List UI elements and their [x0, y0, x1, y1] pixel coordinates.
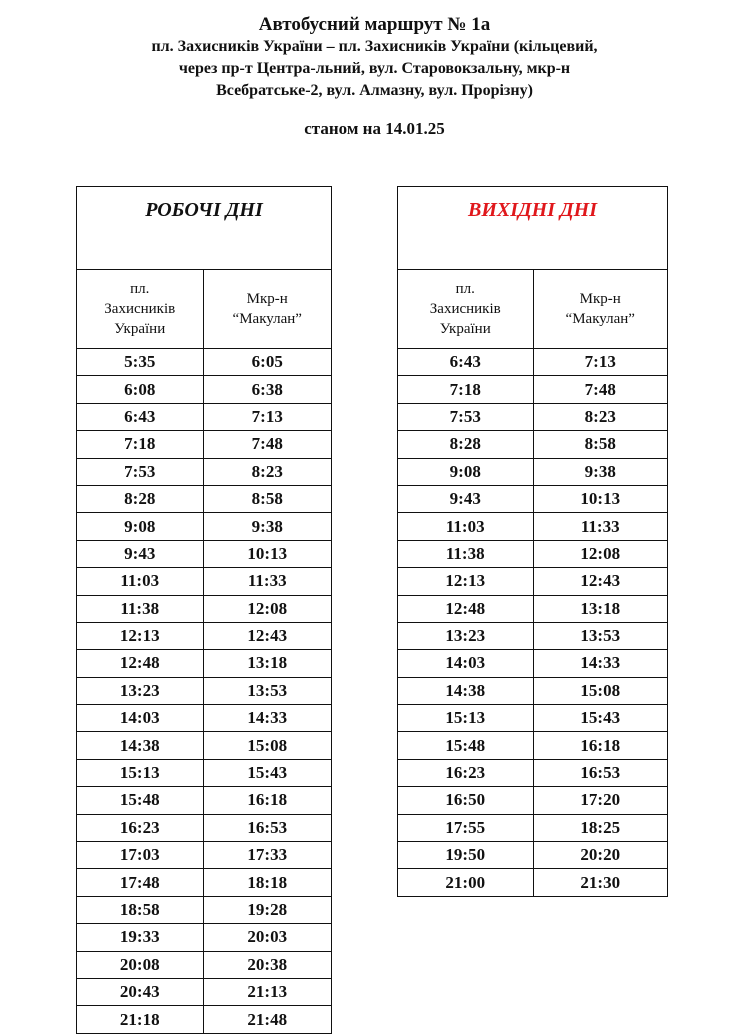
- header-line: України: [114, 321, 166, 337]
- weekend-col-start-header: [398, 270, 534, 349]
- weekend-col-end-header: [533, 270, 668, 349]
- arrival-time: 8:23: [533, 403, 668, 430]
- table-row: [398, 431, 668, 458]
- table-row: [398, 485, 668, 512]
- departure-time: 7:53: [398, 403, 534, 430]
- departure-time: 9:43: [398, 485, 534, 512]
- table-row: [77, 458, 332, 485]
- departure-time: 6:43: [398, 349, 534, 376]
- arrival-time: 7:48: [203, 431, 332, 458]
- departure-time: 8:28: [77, 485, 204, 512]
- header-line: пл.: [455, 281, 475, 297]
- arrival-time: 13:53: [533, 622, 668, 649]
- table-row: [398, 540, 668, 567]
- departure-time: 20:43: [77, 978, 204, 1005]
- departure-time: 15:13: [398, 705, 534, 732]
- arrival-time: 21:30: [533, 869, 668, 896]
- departure-time: 16:23: [398, 759, 534, 786]
- table-row: [77, 403, 332, 430]
- departure-time: 11:38: [398, 540, 534, 567]
- header-line: Захисників: [104, 301, 176, 317]
- departure-time: 11:38: [77, 595, 204, 622]
- arrival-time: 15:08: [533, 677, 668, 704]
- arrival-time: 9:38: [203, 513, 332, 540]
- arrival-time: 21:48: [203, 1006, 332, 1033]
- arrival-time: 14:33: [203, 705, 332, 732]
- table-row: [77, 568, 332, 595]
- table-row: [398, 622, 668, 649]
- departure-time: 12:48: [77, 650, 204, 677]
- table-row: [77, 677, 332, 704]
- arrival-time: 8:23: [203, 458, 332, 485]
- table-row: [77, 759, 332, 786]
- table-row: [77, 869, 332, 896]
- header-line: пл.: [130, 281, 150, 297]
- arrival-time: 11:33: [533, 513, 668, 540]
- departure-time: 12:48: [398, 595, 534, 622]
- header-line: “Макулан”: [232, 311, 302, 327]
- arrival-time: 10:13: [203, 540, 332, 567]
- departure-time: 12:13: [398, 568, 534, 595]
- arrival-time: 12:08: [533, 540, 668, 567]
- arrival-time: 16:18: [533, 732, 668, 759]
- table-row: [398, 759, 668, 786]
- table-row: [398, 376, 668, 403]
- arrival-time: 11:33: [203, 568, 332, 595]
- table-row: [398, 705, 668, 732]
- table-row: [77, 513, 332, 540]
- departure-time: 15:13: [77, 759, 204, 786]
- header-line: України: [439, 321, 491, 337]
- departure-time: 14:38: [77, 732, 204, 759]
- table-row: [77, 896, 332, 923]
- departure-time: 19:33: [77, 924, 204, 951]
- table-row: [398, 403, 668, 430]
- departure-time: 7:18: [398, 376, 534, 403]
- table-row: [398, 568, 668, 595]
- departure-time: 13:23: [398, 622, 534, 649]
- table-row: [77, 595, 332, 622]
- weekend-caption: ВИХІДНІ ДНІ: [398, 187, 668, 270]
- table-row: [77, 814, 332, 841]
- arrival-time: 6:38: [203, 376, 332, 403]
- table-row: [398, 595, 668, 622]
- departure-time: 6:08: [77, 376, 204, 403]
- route-description-line-1: пл. Захисників України – пл. Захисників України (кільцевий,: [151, 38, 598, 55]
- arrival-time: 17:33: [203, 842, 332, 869]
- arrival-time: 20:20: [533, 842, 668, 869]
- weekday-col-start-header: [77, 270, 204, 349]
- table-row: [398, 650, 668, 677]
- departure-time: 8:28: [398, 431, 534, 458]
- arrival-time: 8:58: [533, 431, 668, 458]
- table-row: [77, 842, 332, 869]
- departure-time: 11:03: [77, 568, 204, 595]
- departure-time: 7:53: [77, 458, 204, 485]
- weekday-col-end-header: [203, 270, 332, 349]
- departure-time: 15:48: [77, 787, 204, 814]
- arrival-time: 18:25: [533, 814, 668, 841]
- table-row: [77, 622, 332, 649]
- arrival-time: 9:38: [533, 458, 668, 485]
- weekend-rows: [398, 349, 668, 897]
- table-row: [77, 540, 332, 567]
- departure-time: 14:03: [77, 705, 204, 732]
- arrival-time: 14:33: [533, 650, 668, 677]
- document-header: [0, 14, 749, 140]
- departure-time: 19:50: [398, 842, 534, 869]
- weekday-caption: РОБОЧІ ДНІ: [77, 187, 332, 270]
- table-row: [398, 814, 668, 841]
- table-row: [398, 732, 668, 759]
- weekday-rows: [77, 349, 332, 1034]
- table-row: [77, 349, 332, 376]
- arrival-time: 13:53: [203, 677, 332, 704]
- arrival-time: 12:43: [203, 622, 332, 649]
- departure-time: 14:38: [398, 677, 534, 704]
- table-row: [77, 732, 332, 759]
- status-date: станом на 14.01.25: [304, 119, 445, 138]
- arrival-time: 16:53: [203, 814, 332, 841]
- arrival-time: 16:18: [203, 787, 332, 814]
- table-row: [77, 485, 332, 512]
- table-row: [398, 842, 668, 869]
- table-row: [77, 978, 332, 1005]
- departure-time: 20:08: [77, 951, 204, 978]
- departure-time: 13:23: [77, 677, 204, 704]
- departure-time: 17:55: [398, 814, 534, 841]
- arrival-time: 15:43: [533, 705, 668, 732]
- arrival-time: 17:20: [533, 787, 668, 814]
- arrival-time: 16:53: [533, 759, 668, 786]
- table-row: [398, 458, 668, 485]
- header-line: Захисників: [429, 301, 501, 317]
- arrival-time: 15:08: [203, 732, 332, 759]
- table-row: [77, 705, 332, 732]
- table-row: [398, 869, 668, 896]
- departure-time: 6:43: [77, 403, 204, 430]
- departure-time: 18:58: [77, 896, 204, 923]
- departure-time: 12:13: [77, 622, 204, 649]
- table-row: [77, 650, 332, 677]
- departure-time: 16:23: [77, 814, 204, 841]
- header-line: Мкр-н: [246, 291, 288, 307]
- header-line: Мкр-н: [579, 291, 621, 307]
- arrival-time: 10:13: [533, 485, 668, 512]
- arrival-time: 21:13: [203, 978, 332, 1005]
- departure-time: 16:50: [398, 787, 534, 814]
- departure-time: 15:48: [398, 732, 534, 759]
- arrival-time: 19:28: [203, 896, 332, 923]
- arrival-time: 12:08: [203, 595, 332, 622]
- table-row: [77, 376, 332, 403]
- departure-time: 9:43: [77, 540, 204, 567]
- departure-time: 14:03: [398, 650, 534, 677]
- table-row: [398, 349, 668, 376]
- departure-time: 7:18: [77, 431, 204, 458]
- table-row: [77, 1006, 332, 1033]
- departure-time: 9:08: [77, 513, 204, 540]
- table-row: [398, 787, 668, 814]
- arrival-time: 20:38: [203, 951, 332, 978]
- page-title: Автобусний маршрут № 1а: [258, 14, 491, 35]
- table-row: [77, 431, 332, 458]
- route-description-line-3: Всебратське-2, вул. Алмазну, вул. Прорізну): [216, 82, 533, 99]
- table-row: [77, 924, 332, 951]
- departure-time: 9:08: [398, 458, 534, 485]
- departure-time: 21:18: [77, 1006, 204, 1033]
- table-row: [77, 951, 332, 978]
- route-description-line-2: через пр-т Центра-льний, вул. Старовокзальну, мкр-н: [178, 60, 571, 77]
- arrival-time: 13:18: [533, 595, 668, 622]
- departure-time: 5:35: [77, 349, 204, 376]
- weekend-timetable: [397, 186, 668, 897]
- table-row: [398, 513, 668, 540]
- arrival-time: 8:58: [203, 485, 332, 512]
- arrival-time: 13:18: [203, 650, 332, 677]
- departure-time: 17:48: [77, 869, 204, 896]
- arrival-time: 7:13: [533, 349, 668, 376]
- table-row: [398, 677, 668, 704]
- weekday-timetable: [76, 186, 332, 1034]
- arrival-time: 6:05: [203, 349, 332, 376]
- departure-time: 21:00: [398, 869, 534, 896]
- arrival-time: 15:43: [203, 759, 332, 786]
- arrival-time: 7:13: [203, 403, 332, 430]
- arrival-time: 12:43: [533, 568, 668, 595]
- departure-time: 11:03: [398, 513, 534, 540]
- arrival-time: 18:18: [203, 869, 332, 896]
- arrival-time: 7:48: [533, 376, 668, 403]
- departure-time: 17:03: [77, 842, 204, 869]
- table-row: [77, 787, 332, 814]
- arrival-time: 20:03: [203, 924, 332, 951]
- header-line: “Макулан”: [565, 311, 635, 327]
